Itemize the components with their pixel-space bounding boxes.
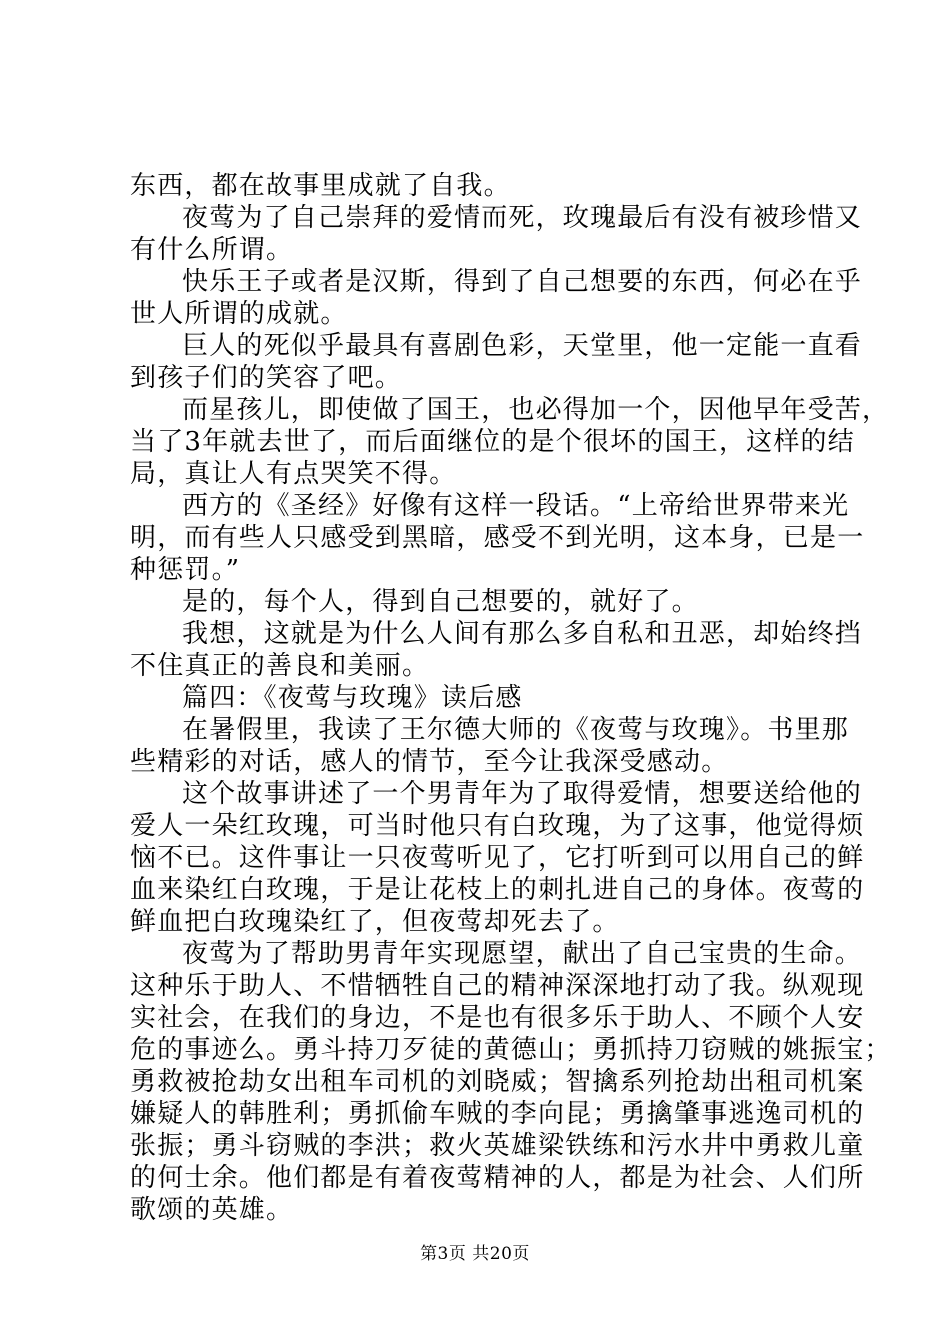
text-line: 种惩罚。”	[130, 555, 241, 585]
section-heading: 篇四：《夜莺与玫瑰》读后感	[182, 683, 523, 713]
text-line: 我想，这就是为什么人间有那么多自私和丑恶，却始终挡	[182, 619, 863, 649]
text-line: 在暑假里，我读了王尔德大师的《夜莺与玫瑰》。书里那	[182, 715, 850, 745]
document-body	[130, 170, 892, 1226]
text-line: 实社会，在我们的身边，不是也有很多乐于助人、不顾个人安	[130, 1003, 865, 1033]
text-line: 歌颂的英雄。	[130, 1195, 294, 1225]
text-line: 当了3年就去世了，而后面继位的是个很坏的国王，这样的结	[130, 427, 855, 457]
text-line: 这个故事讲述了一个男青年为了取得爱情，想要送给他的	[182, 779, 863, 809]
text-line: 勇救被抢劫女出租车司机的刘晓威；智擒系列抢劫出租司机案	[130, 1067, 865, 1097]
text-line: 的何士余。他们都是有着夜莺精神的人，都是为社会、人们所	[130, 1163, 865, 1193]
text-line: 爱人一朵红玫瑰，可当时他只有白玫瑰，为了这事，他觉得烦	[130, 811, 865, 841]
text-line: 嫌疑人的韩胜利；勇抓偷车贼的李向昆；勇擒肇事逃逸司机的	[130, 1099, 865, 1129]
text-line: 世人所谓的成就。	[130, 299, 348, 329]
text-line: 局，真让人有点哭笑不得。	[130, 459, 457, 489]
text-line: 巨人的死似乎最具有喜剧色彩，天堂里，他一定能一直看	[182, 331, 863, 361]
page-number: 第3页 共20页	[420, 1244, 530, 1264]
text-line: 到孩子们的笑容了吧。	[130, 363, 403, 393]
text-line: 危的事迹么。勇斗持刀歹徒的黄德山；勇抓持刀窃贼的姚振宝；	[130, 1035, 892, 1065]
text-line: 不住真正的善良和美丽。	[130, 651, 430, 681]
text-line: 而星孩儿，即使做了国王，也必得加一个，因他早年受苦，	[182, 395, 890, 425]
text-line: 是的，每个人，得到自己想要的，就好了。	[182, 587, 699, 617]
text-line: 有什么所谓。	[130, 235, 294, 265]
text-line: 快乐王子或者是汉斯，得到了自己想要的东西，何必在乎	[182, 267, 863, 297]
text-line: 恼不已。这件事让一只夜莺听见了，它打听到可以用自己的鲜	[130, 843, 865, 873]
text-line: 张振；勇斗窃贼的李洪；救火英雄梁铁练和污水井中勇救儿童	[130, 1131, 865, 1161]
text-line: 西方的《圣经》好像有这样一段话。“上帝给世界带来光	[182, 491, 850, 521]
text-line: 些精彩的对话，感人的情节，至今让我深受感动。	[130, 747, 729, 777]
text-line: 东西，都在故事里成就了自我。	[130, 171, 511, 201]
text-line: 夜莺为了自己崇拜的爱情而死，玫瑰最后有没有被珍惜又	[182, 203, 863, 233]
text-line: 明，而有些人只感受到黑暗，感受不到光明，这本身，已是一	[130, 523, 865, 553]
text-line: 这种乐于助人、不惜牺牲自己的精神深深地打动了我。纵观现	[130, 971, 865, 1001]
text-line: 血来染红白玫瑰，于是让花枝上的刺扎进自己的身体。夜莺的	[130, 875, 865, 905]
text-line: 鲜血把白玫瑰染红了，但夜莺却死去了。	[130, 907, 620, 937]
text-line: 夜莺为了帮助男青年实现愿望，献出了自己宝贵的生命。	[182, 939, 863, 969]
